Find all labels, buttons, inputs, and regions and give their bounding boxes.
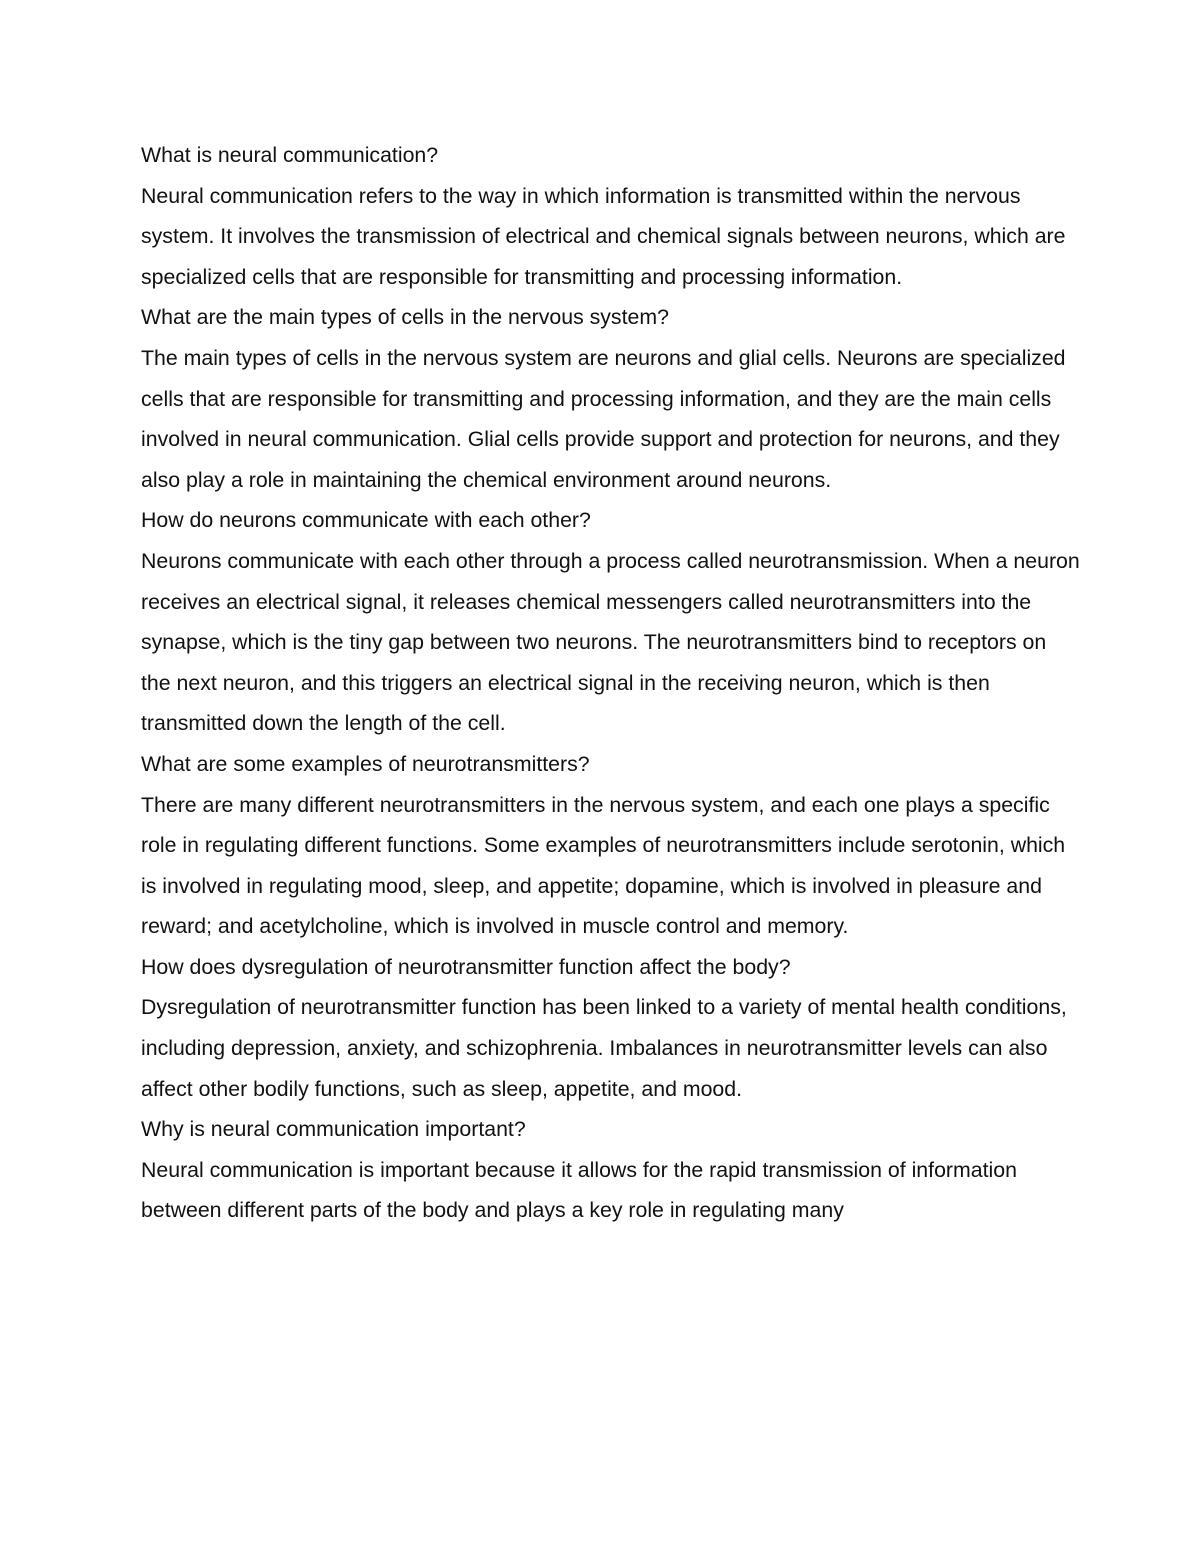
- document-body: [141, 135, 1081, 1231]
- answer-importance: Neural communication is important because it allows for the rapid transmission of information between different parts of the body and plays a key role in regulating many: [141, 1157, 1017, 1223]
- answer-neurotransmitter-examples: There are many different neurotransmitters in the nervous system, and each one plays a specific role in regulating different functions. Some examples of neurotransmitters include serotonin, which is involved in regulating mood, sleep, and appetite; dopamine, which is involved in pleasure and reward; and acetylcholine, which is involved in muscle control and memory.: [141, 792, 1066, 939]
- question-neurotransmitter-examples: What are some examples of neurotransmitters?: [141, 751, 590, 776]
- answer-cell-types: The main types of cells in the nervous system are neurons and glial cells. Neurons are specialized cells that are responsible for transmitting and processing information, and they are the main cells involved in neural communication. Glial cells provide support and protection for neurons, and they also play a role in maintaining the chemical environment around neurons.: [141, 345, 1066, 492]
- question-neuron-communication: How do neurons communicate with each other?: [141, 508, 591, 533]
- question-importance: Why is neural communication important?: [141, 1117, 526, 1142]
- answer-neuron-communication: Neurons communicate with each other through a process called neurotransmission. When a neuron receives an electrical signal, it releases chemical messengers called neurotransmitters into the synapse, which is the tiny gap between two neurons. The neurotransmitters bind to receptors on the next neuron, and this triggers an electrical signal in the receiving neuron, which is then transmitted down the length of the cell.: [141, 548, 1080, 736]
- answer-dysregulation: Dysregulation of neurotransmitter function has been linked to a variety of mental health conditions, including depression, anxiety, and schizophrenia. Imbalances in neurotransmitter levels can also affect other bodily functions, such as sleep, appetite, and mood.: [141, 995, 1067, 1101]
- question-cell-types: What are the main types of cells in the nervous system?: [141, 305, 669, 330]
- answer-neural-communication: Neural communication refers to the way in which information is transmitted within the nervous system. It involves the transmission of electrical and chemical signals between neurons, which are specialized cells that are responsible for transmitting and processing information.: [141, 183, 1066, 289]
- question-neural-communication: What is neural communication?: [141, 143, 439, 167]
- question-dysregulation: How does dysregulation of neurotransmitter function affect the body?: [141, 954, 791, 979]
